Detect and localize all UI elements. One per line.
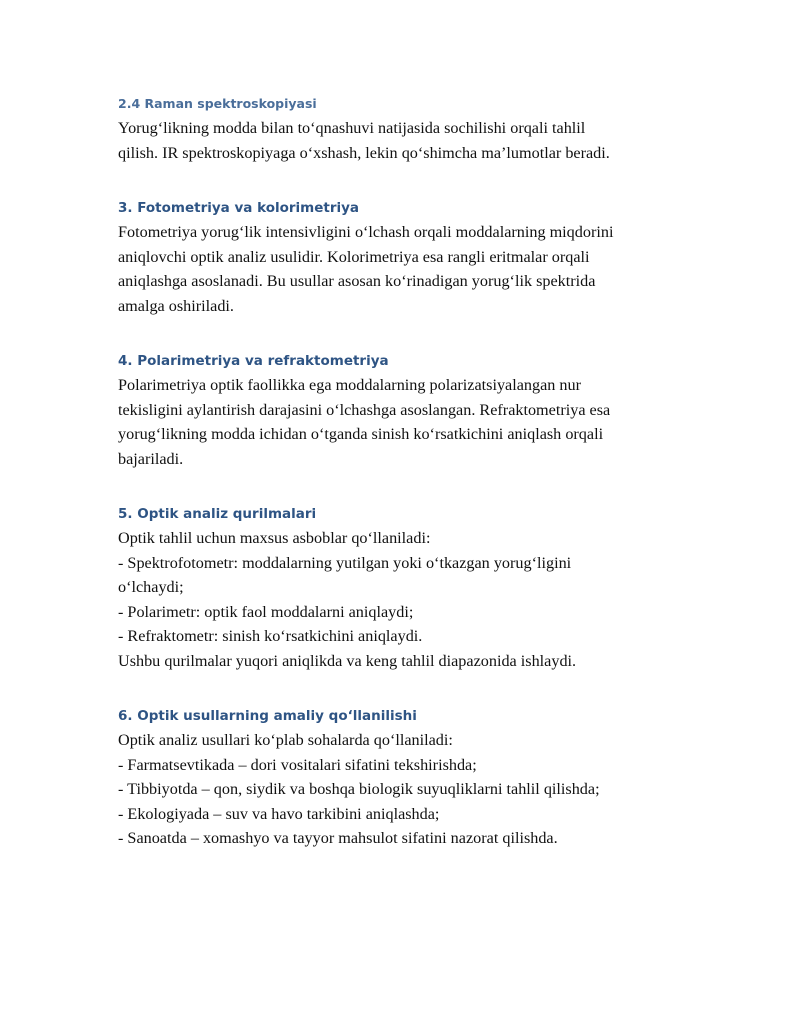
section-fotometriya <box>118 196 688 318</box>
list-item: - Polarimetr: optik faol moddalarni aniqlaydi; <box>118 602 414 621</box>
text-line: o‘lchaydi; <box>118 578 184 596</box>
section-paragraph <box>118 373 688 471</box>
text-line: aniqlovchi optik analiz usulidir. Kolorimetriya esa rangli eritmalar orqali <box>118 247 590 266</box>
section-heading: 6. Optik usullarning amaliy qo‘llanilishi <box>118 708 417 724</box>
section-paragraph <box>118 116 688 165</box>
text-line: Optik tahlil uchun maxsus asboblar qo‘llaniladi: <box>118 529 431 547</box>
list-item: - Sanoatda – xomashyo va tayyor mahsulot sifatini nazorat qilishda. <box>118 829 558 847</box>
text-line: bajariladi. <box>118 449 184 468</box>
section-heading: 5. Optik analiz qurilmalari <box>118 506 317 522</box>
list-item: - Farmatsevtikada – dori vositalari sifatini tekshirishda; <box>118 755 477 774</box>
text-line: amalga oshiriladi. <box>118 296 234 315</box>
section-paragraph <box>118 526 688 673</box>
text-line: Ushbu qurilmalar yuqori aniqlikda va keng tahlil diapazonida ishlaydi. <box>118 651 577 670</box>
text-line: yorug‘likning modda ichidan o‘tganda sinish ko‘rsatkichini aniqlash orqali <box>118 425 604 443</box>
section-heading: 2.4 Raman spektroskopiyasi <box>118 96 317 111</box>
section-heading: 4. Polarimetriya va refraktometriya <box>118 353 389 369</box>
document-body <box>118 92 688 882</box>
text-line: Optik analiz usullari ko‘plab sohalarda qo‘llaniladi: <box>118 731 453 749</box>
section-paragraph <box>118 728 688 851</box>
list-item: - Ekologiyada – suv va havo tarkibini aniqlashda; <box>118 804 440 823</box>
section-paragraph <box>118 220 688 318</box>
text-line: Polarimetriya optik faollikka ega moddalarning polarizatsiyalangan nur <box>118 376 581 394</box>
section-qurilmalar <box>118 502 688 673</box>
text-line: Yorug‘likning modda bilan to‘qnashuvi natijasida sochilishi orqali tahlil <box>118 119 586 137</box>
text-line: tekisligini aylantirish darajasini o‘lchashga asoslangan. Refraktometriya esa <box>118 400 611 419</box>
text-line: qilish. IR spektroskopiyaga o‘xshash, lekin qo‘shimcha ma’lumotlar beradi. <box>118 143 610 162</box>
section-heading: 3. Fotometriya va kolorimetriya <box>118 200 360 216</box>
list-item: - Spektrofotometr: moddalarning yutilgan yoki o‘tkazgan yorug‘ligini <box>118 553 572 572</box>
list-item: - Tibbiyotda – qon, siydik va boshqa biologik suyuqliklarni tahlil qilishda; <box>118 780 600 798</box>
section-qollanilishi <box>118 704 688 851</box>
section-raman <box>118 92 688 165</box>
list-item: - Refraktometr: sinish ko‘rsatkichini aniqlaydi. <box>118 627 423 645</box>
text-line: aniqlashga asoslanadi. Bu usullar asosan ko‘rinadigan yorug‘lik spektrida <box>118 272 596 290</box>
section-polarimetriya <box>118 349 688 471</box>
text-line: Fotometriya yorug‘lik intensivligini o‘lchash orqali moddalarning miqdorini <box>118 223 614 241</box>
